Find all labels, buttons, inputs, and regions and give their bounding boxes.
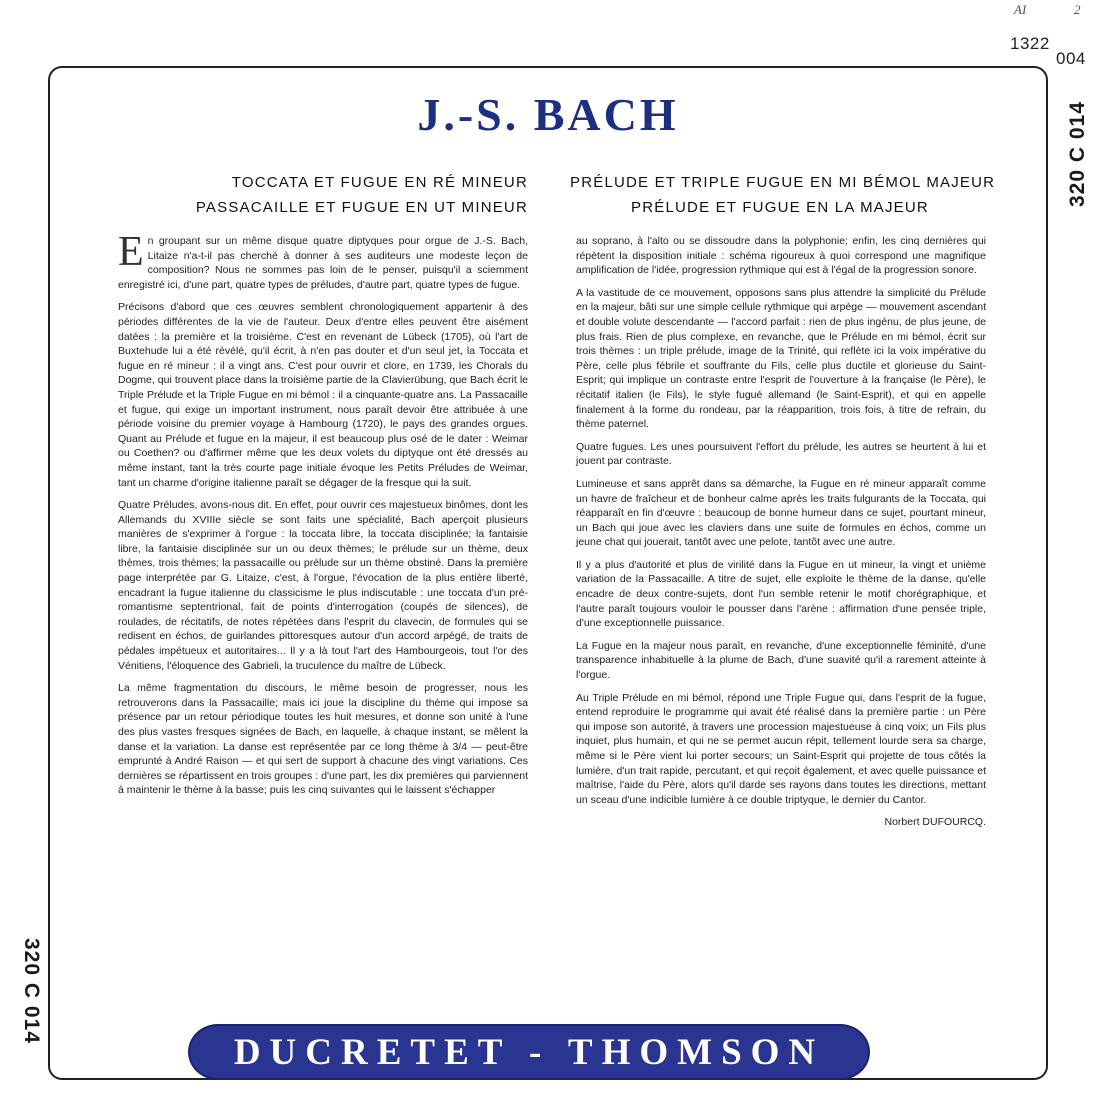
works-list-right	[570, 170, 996, 220]
catalog-number-top	[1010, 34, 1086, 68]
pencil-mark-b: 2	[1074, 2, 1081, 17]
author-signature: Norbert DUFOURCQ.	[884, 816, 986, 829]
pencil-mark-a: AI	[1014, 2, 1027, 17]
drop-cap: E	[118, 229, 144, 275]
paragraph: Précisons d'abord que ces œuvres semblent chronologiquement appartenir à des périodes différentes de la vie de l'auteur. Deux d'entre elles peuvent être aisément datées : la première et la troisième. C'est en revenant de Lübeck (1705), où l'art de Buxtehude lui a été révélé, qu'il écrit, à n'en pas douter et d'un seul jet, la Toccata et fugue en ré mineur : il a vingt ans. C'est pour ouvrir et clore, en 1739, les Chorals du Dogme, qui trouvent place dans la troisième partie de la Clavierübung, que Bach écrit le Triple Prélude et la Triple Fugue en mi bémol : il a cinquante-quatre ans. La Passacaille et fugue, qui exige un important instrument, nous paraît devoir être attribuée à une période voisine du premier voyage à Hambourg (1720), le pays des grandes orgues. Quant au Prélude et fugue en la majeur, il est beaucoup plus osé de le dater : Weimar ou Coethen? ou d'affirmer même que les deux volets du diptyque ont été dressés au même instant, tant la très courte page initiale évoque les Petits Préludes de Weimar, tant un charme d'origine italienne paraît se dégager de la fresque qui la suit.	[118, 301, 528, 489]
work-title: PASSACAILLE ET FUGUE EN UT MINEUR	[195, 199, 528, 216]
paragraph: Lumineuse et sans apprêt dans sa démarche, la Fugue en ré mineur apparaît comme un havre de fraîcheur et de bonheur calme après les traits fulgurants de la Toccata, qui réapparaît en fin d'œuvre : beaucoup de bonne humeur dans ce sujet, pourtant mineur, un Bach qui joue avec les claviers dans une suite de formules en échos, comme un jeune chat qui jouerait, tantôt avec une pelote, tantôt avec une autre.	[576, 477, 986, 549]
works-list-left	[128, 170, 528, 220]
record-label-banner	[188, 1024, 870, 1080]
catalog-suffix: 004	[1056, 49, 1086, 68]
paragraph: Quatre Préludes, avons-nous dit. En effet, pour ouvrir ces majestueux binômes, dont les Allemands du XVIIIe siècle se sont faits une spécialité, Bach aperçoit plusieurs manières de s'exprimer à l'orgue : la toccata libre, la toccata disciplinée; la fantaisie libre, la fantaisie disciplinée sur un ou deux thèmes; le prélude sur un thème, deux thèmes, trois thèmes; la passacaille ou prélude sur un thème obstiné. Dans la première page interprétée par G. Litaize, c'est, à l'orgue, l'évocation de la plus entière liberté, encadrant la fugue italienne du classicisme le plus indiscutable : une toccata d'un pré-romantisme septentrional, fait de points d'interrogation (coupés de silences), de roulades, de récitatifs, de notes répétées dans l'esprit du clavecin, de formules qui se redisent en échos, de guirlandes pittoresques autour d'un accord arpégé, de traits de pédales impétueux et autoritaires... Il y a là tout l'art des Hambourgeois, tout l'or des Vénitiens, l'éloquence des Gabrieli, la truculence du maître de Lübeck.	[118, 499, 528, 672]
work-title: TOCCATA ET FUGUE EN RÉ MINEUR	[231, 174, 528, 191]
paragraph	[118, 229, 528, 292]
paragraph: La Fugue en la majeur nous paraît, en revanche, d'une exceptionnelle féminité, d'une transparence inhabituelle à la plume de Bach, d'une suavité qu'il a rarement atteinte à l'orgue.	[576, 639, 986, 682]
spine-code-right: 320 C 014	[1066, 101, 1089, 207]
paragraph: La même fragmentation du discours, le même besoin de progresser, nous les retrouverons dans la Passacaille; mais ici joue la discipline du thème qui impose sa présence par un retour périodique toutes les huit mesures, et donne son unité à l'une des plus vastes fresques signées de Bach, en laquelle, à chaque instant, se mêlent la danse et la variation. La danse est représentée par ce long thème à 3/4 — peut-être emprunté à André Raison — et qui sert de support à chacune des vingt variations. Ces dernières se répartissent en trois groupes : d'une part, les dix premières qui parviennent à maintenir le thème à la basse; puis les cinq suivantes qui le laissent s'échapper	[118, 682, 528, 797]
catalog-number: 1322	[1010, 34, 1050, 53]
paragraph: au soprano, à l'alto ou se dissoudre dans la polyphonie; enfin, les cinq dernières qui répètent la disposition initiale : schéma rigoureux à quoi correspond une magnifique amplification de l'idée, progression rythmique qui est à l'égal de la progression sonore.	[576, 235, 986, 277]
paragraph: Au Triple Prélude en mi bémol, répond une Triple Fugue qui, dans l'esprit de la fugue, entend reproduire le programme qui avait été réalisé dans la première partie : un Père qui impose son autorité, à travers une procession majestueuse à cinq voix; un Fils plus inquiet, plus humain, et qui ne se permet aucun répit, tellement lourde sera sa charge, même si le Père vient lui porter secours; un Saint-Esprit qui projette de tous côtés la lumière, d'un trait rapide, percutant, et qui reçoit également, et avec quelle puissance et maîtrise, l'aide du Père, alors qu'il darde ses rayons dans toutes les directions, mettant un sceau d'une indicible lumière à ce double triptyque, le dernier du Cantor.	[576, 691, 986, 806]
notes-column-right	[576, 234, 986, 830]
paragraph: Il y a plus d'autorité et plus de virilité dans la Fugue en ut mineur, la vingt et unième variation de la Passacaille. A titre de sujet, elle exploite le thème de la danse, qu'elle encadre de deux contre-sujets, dont l'un semble retenir le motif chorégraphique, et l'autre paraît toujours vouloir le pousser dans l'arène : affirmation d'une pensée triple, d'une exceptionnelle puissance.	[576, 558, 986, 630]
spine-code-left: 320 C 014	[20, 938, 43, 1044]
paragraph: A la vastitude de ce mouvement, opposons sans plus attendre la simplicité du Prélude en la majeur, bâti sur une simple cellule rythmique qui arpège — mouvement ascendant et double volute descendante — l'accord parfait : rien de plus ingénu, de plus jeune, de plus frais. Rien de plus complexe, en revanche, que le Prélude en mi bémol, écrit sur trois thèmes : un triple prélude, image de la Trinité, qui reflète ici la voix impérative du Père, celle plus fébrile et souffrante du Fils, celle plus ductile et glorieuse du Saint-Esprit; qui implique un contraste entre l'esprit de l'ouverture à la française (le Père), le récitatif italien (le Fils), le style fugué allemand (le Saint-Esprit), et qui en appelle finalement à la forme du rondeau, par la réapparition, trois fois, à titre de refrain, du thème paternel.	[576, 286, 986, 431]
work-title: PRÉLUDE ET FUGUE EN LA MAJEUR	[631, 199, 929, 216]
notes-column-left	[118, 229, 528, 806]
paragraph: Quatre fugues. Les unes poursuivent l'effort du prélude, les autres se heurtent à lui et jouent par contraste.	[576, 440, 986, 468]
record-label-name: DUCRETET - THOMSON	[233, 1031, 825, 1073]
paragraph-text: n groupant sur un même disque quatre diptyques pour orgue de J.-S. Bach, Litaize n'a-t-il pas cherché à donner à ses auditeurs une modeste leçon de composition? Nous ne sommes pas loin de le penser, puisqu'il a sciemment enregistré ici, d'une part, quatre types de préludes, d'autre part, quatre types de fugue.	[118, 235, 528, 291]
work-title: PRÉLUDE ET TRIPLE FUGUE EN MI BÉMOL MAJEUR	[570, 174, 996, 191]
composer-title: J.-S. BACH	[417, 89, 679, 140]
